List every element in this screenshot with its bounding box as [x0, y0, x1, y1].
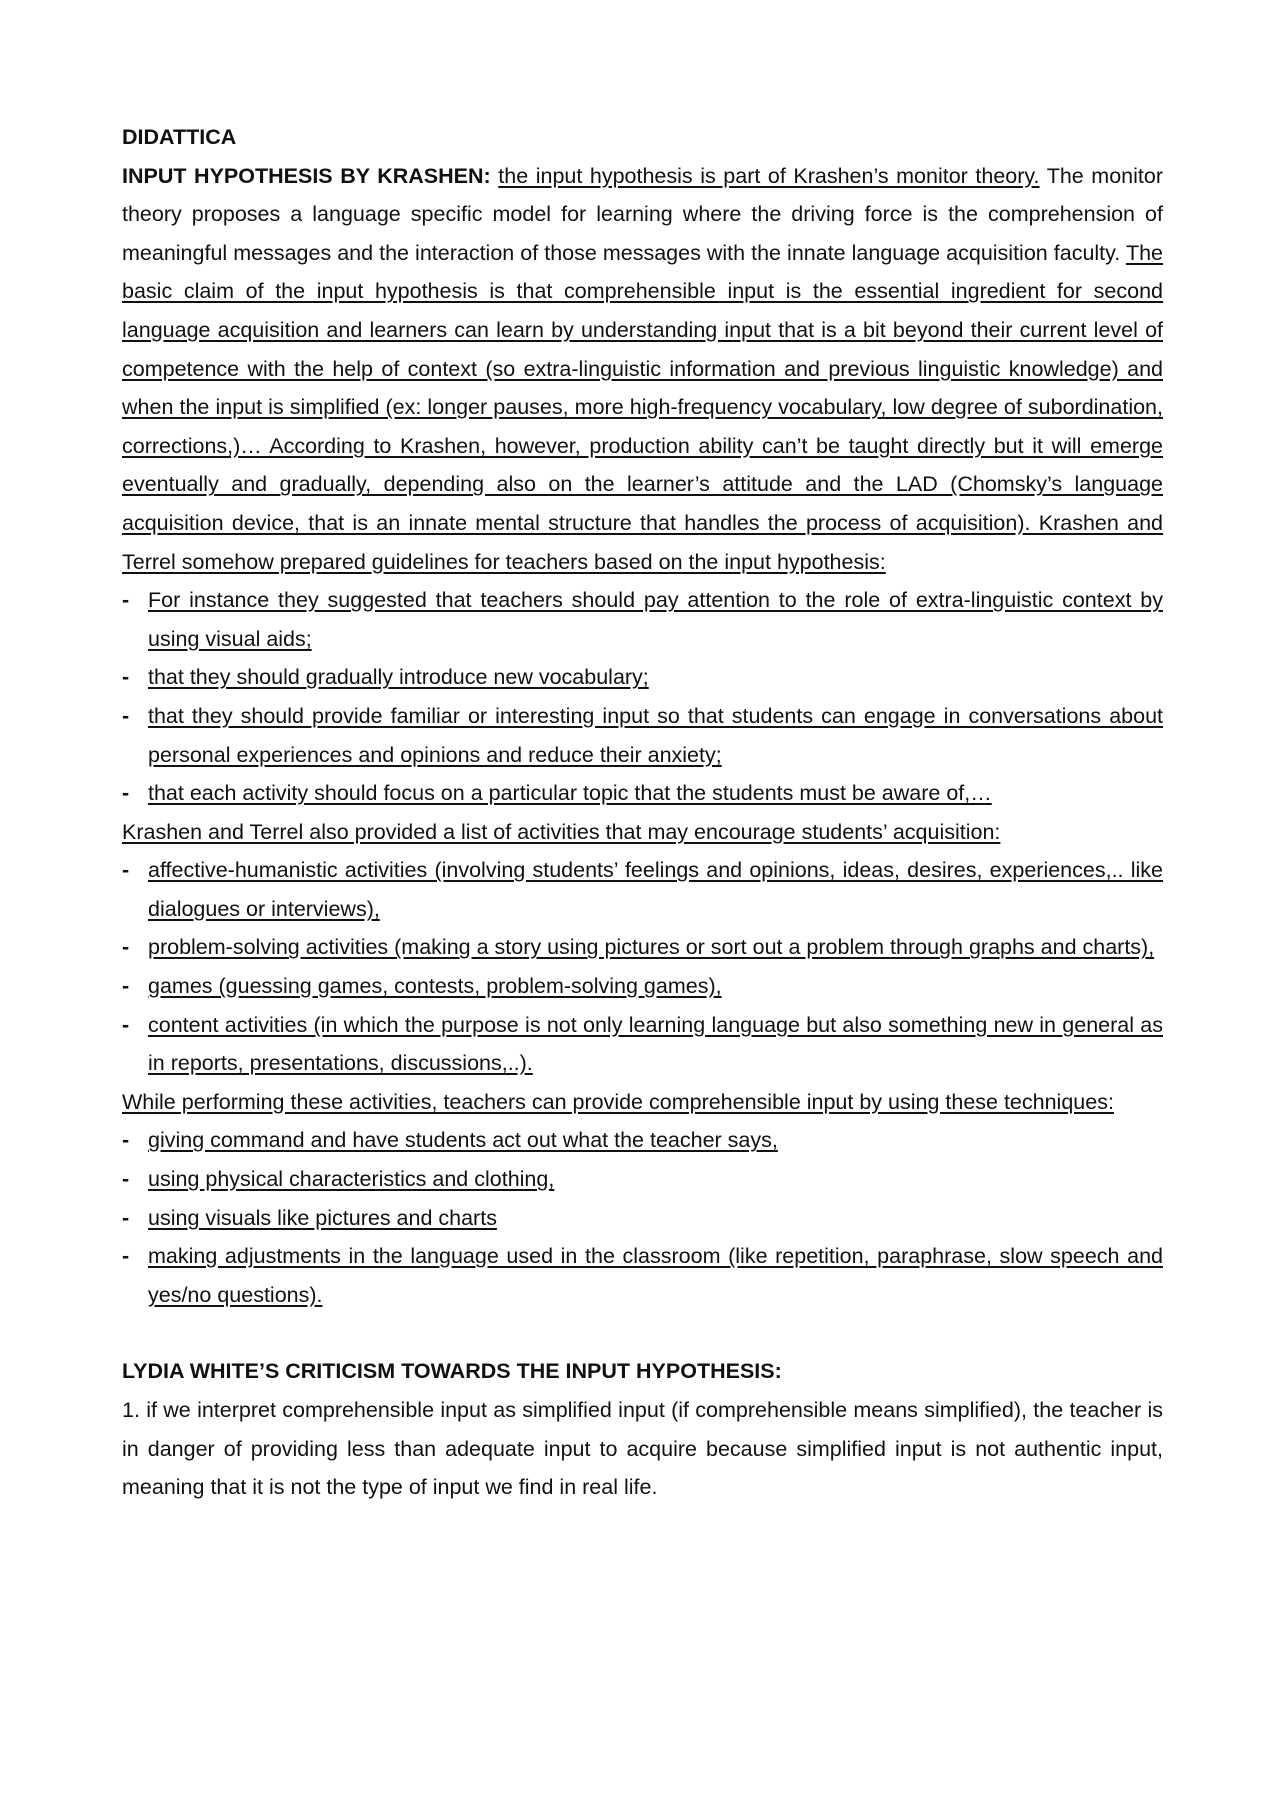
guidelines-list — [122, 581, 1163, 813]
section1-intro-underlined: the input hypothesis is part of Krashen’s monitor theory. — [498, 163, 1040, 188]
activities-intro — [122, 813, 1163, 852]
list-item-text: content activities (in which the purpose is not only learning language but also something new in general as in reports, presentations, discussions,..). — [148, 1012, 1163, 1076]
activities-list — [122, 851, 1163, 1083]
list-item — [122, 1199, 1163, 1238]
list-item-text: affective-humanistic activities (involving students’ feelings and opinions, ideas, desires, experiences,.. like dialogues or interviews), — [148, 858, 1163, 921]
list-item-text: that they should provide familiar or interesting input so that students can engage in conversations about personal experiences and opinions and reduce their anxiety; — [148, 703, 1163, 767]
list-item-text: For instance they suggested that teachers should pay attention to the role of extra-linguistic context by using visual aids; — [148, 588, 1163, 651]
section-spacer — [122, 1314, 1163, 1352]
list-item — [122, 1121, 1163, 1160]
list-item — [122, 774, 1163, 813]
list-item-text: giving command and have students act out what the teacher says, — [148, 1128, 778, 1153]
list-item — [122, 658, 1163, 697]
section2-heading: LYDIA WHITE’S CRITICISM TOWARDS THE INPUT HYPOTHESIS — [122, 1359, 775, 1384]
section1-claim: The basic claim of the input hypothesis is that comprehensible input is the essential ingredient for second language acquisition and learners can learn by understanding input that is a bit beyond their current level of competence with the help of context (so extra-linguistic information and previous linguistic knowledge) and when the input is simplified (ex: longer pauses, more high-frequency vocabulary, low degree of subordination, corrections,)… According to Krashen, however, production ability can’t be taught directly but it will emerge eventually and gradually, depending also on the learner’s attitude and the LAD (Chomsky’s language acquisition device, that is an innate mental structure that handles the process of acquisition). Krashen and Terrel somehow prepared guidelines for teachers based on the input hypothesis: — [122, 240, 1163, 574]
techniques-intro — [122, 1083, 1163, 1122]
list-item-text: making adjustments in the language used in the classroom (like repetition, paraphrase, slow speech and yes/no questions). — [148, 1244, 1163, 1307]
list-item — [122, 1160, 1163, 1199]
list-item-text: games (guessing games, contests, problem-solving games), — [148, 974, 722, 999]
list-item — [122, 1006, 1163, 1083]
section2-heading-line — [122, 1352, 1163, 1391]
document-title: DIDATTICA — [122, 125, 237, 149]
list-item-text: problem-solving activities (making a story using pictures or sort out a problem through graphs and charts), — [148, 935, 1155, 960]
list-item — [122, 928, 1163, 967]
section1-intro-plain: The monitor theory proposes a language specific model for learning where the driving force is the comprehension of meaningful messages and the interaction of those messages with the innate language acquisition faculty. — [122, 163, 1163, 265]
list-item-text: that each activity should focus on a particular topic that the students must be aware of,… — [148, 781, 992, 806]
list-item-text: that they should gradually introduce new vocabulary; — [148, 665, 649, 690]
list-item — [122, 697, 1163, 774]
section2-point-1: 1. if we interpret comprehensible input as simplified input (if comprehensible means simplified), the teacher is in danger of providing less than adequate input to acquire because simplified input is not authentic input, meaning that it is not the type of input we find in real life. — [122, 1398, 1163, 1500]
list-item — [122, 851, 1163, 928]
list-item — [122, 1237, 1163, 1314]
section1-paragraph — [122, 157, 1163, 582]
list-item — [122, 581, 1163, 658]
activities-intro-text: Krashen and Terrel also provided a list of activities that may encourage students’ acquisition: — [122, 819, 1001, 844]
section1-heading: INPUT HYPOTHESIS BY KRASHEN: — [122, 163, 491, 188]
list-item — [122, 967, 1163, 1006]
section2-heading-colon: : — [774, 1359, 782, 1384]
techniques-intro-text: While performing these activities, teachers can provide comprehensible input by using these techniques: — [122, 1089, 1114, 1114]
list-item-text: using visuals like pictures and charts — [148, 1205, 497, 1230]
techniques-list — [122, 1121, 1163, 1314]
list-item-text: using physical characteristics and clothing, — [148, 1167, 555, 1192]
